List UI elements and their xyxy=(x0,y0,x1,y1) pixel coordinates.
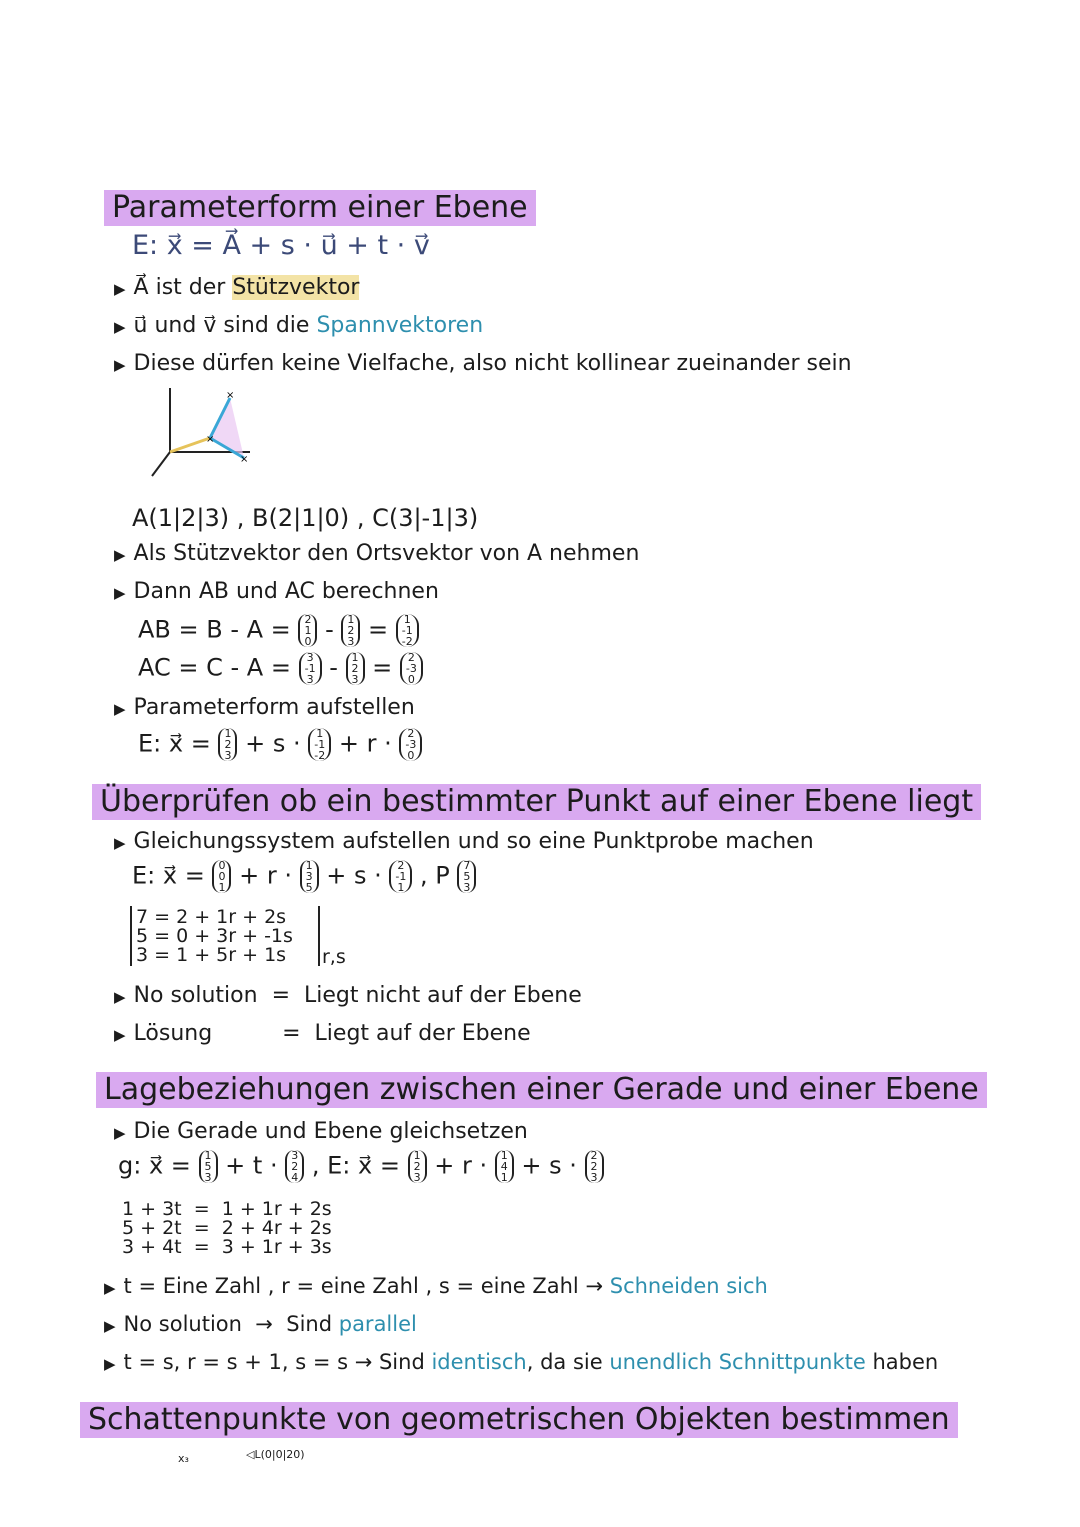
vector: 2 -3 0 xyxy=(399,728,422,761)
heading-schattenpunkte: Schattenpunkte von geometrischen Objekten bestimmen xyxy=(80,1402,958,1438)
bullet-ortsvektor: ▶ Als Stützvektor den Ortsvektor von A nehmen xyxy=(114,541,640,566)
bullet-no-solution: ▶ No solution = Liegt nicht auf der Ebene xyxy=(114,983,582,1008)
parameterform-result: E: x⃗ = 1 2 3 + s · 1 -1 -2 + r · 2 -3 0 xyxy=(138,728,422,761)
heading-punktprobe: Überprüfen ob ein bestimmter Punkt auf einer Ebene liegt xyxy=(92,784,981,820)
bullet-aufstellen: ▶ Parameterform aufstellen xyxy=(114,695,415,720)
svg-text:×: × xyxy=(206,434,215,445)
bullet-icon: ▶ xyxy=(104,1279,116,1297)
vector: 1 4 1 xyxy=(495,1150,514,1183)
vector: 1 5 3 xyxy=(199,1150,218,1183)
spannvektoren-term: Spannvektoren xyxy=(316,313,484,338)
stuetzvektor-term: Stützvektor xyxy=(232,275,360,300)
bullet-icon: ▶ xyxy=(114,700,126,718)
bullet-icon: ▶ xyxy=(114,834,126,852)
vector: 1 2 3 xyxy=(218,728,237,761)
equation-row: 1 + 3t = 1 + 1r + 2s xyxy=(122,1198,332,1220)
vector: 3 2 4 xyxy=(285,1150,304,1183)
vector: 1 3 5 xyxy=(300,860,319,893)
bullet-gleichsetzen: ▶ Die Gerade und Ebene gleichsetzen xyxy=(114,1119,528,1144)
light-source-label: ◁L(0|0|20) xyxy=(246,1448,305,1461)
vector: 2 -3 0 xyxy=(400,652,423,685)
bullet-stuetzvektor: ▶ A⃗ ist der Stützvektor xyxy=(114,275,360,300)
equation-row: 5 = 0 + 3r + -1s xyxy=(136,925,293,947)
bullet-loesung: ▶ Lösung = Liegt auf der Ebene xyxy=(114,1021,531,1046)
punktprobe-equation: E: x⃗ = 0 0 1 + r · 1 3 5 + s · 2 -1 1 , P 7 5 3 xyxy=(132,860,476,893)
axis-label-x3: x₃ xyxy=(178,1452,189,1465)
bullet-icon: ▶ xyxy=(114,1026,126,1044)
vector: 2 -1 1 xyxy=(389,860,412,893)
vector: 2 2 3 xyxy=(585,1150,604,1183)
bullet-icon: ▶ xyxy=(114,356,126,374)
bullet-ab-ac: ▶ Dann AB und AC berechnen xyxy=(114,579,439,604)
bullet-icon: ▶ xyxy=(104,1317,116,1335)
given-points: A(1|2|3) , B(2|1|0) , C(3|-1|3) xyxy=(132,504,479,532)
bullet-icon: ▶ xyxy=(114,318,126,336)
vector: 0 0 1 xyxy=(212,860,231,893)
bullet-icon: ▶ xyxy=(114,988,126,1006)
vector: 3 -1 3 xyxy=(299,652,322,685)
plane-formula: E: x⃗ = A⃗ + s · u⃗ + t · v⃗ xyxy=(132,230,430,261)
bullet-schneiden: ▶ t = Eine Zahl , r = eine Zahl , s = eine Zahl → Schneiden sich xyxy=(104,1274,768,1298)
plane-sketch xyxy=(150,380,260,490)
bullet-icon: ▶ xyxy=(104,1355,116,1373)
bullet-kollinear: ▶ Diese dürfen keine Vielfache, also nicht kollinear zueinander sein xyxy=(114,351,852,376)
equation-row: 5 + 2t = 2 + 4r + 2s xyxy=(122,1217,332,1239)
gerade-ebene-equations: g: x⃗ = 1 5 3 + t · 3 2 4 , E: x⃗ = 1 2 3 + r · 1 4 1 + s · 2 2 3 xyxy=(118,1150,604,1183)
vector: 1 2 3 xyxy=(341,614,360,647)
equation-vars: r,s xyxy=(322,946,346,968)
bullet-spannvektoren: ▶ u⃗ und v⃗ sind die Spannvektoren xyxy=(114,313,484,338)
ac-calculation: AC = C - A = 3 -1 3 - 1 2 3 = 2 -3 0 xyxy=(138,652,423,685)
bullet-icon: ▶ xyxy=(114,546,126,564)
bullet-parallel: ▶ No solution → Sind parallel xyxy=(104,1312,417,1336)
bullet-icon: ▶ xyxy=(114,1124,126,1142)
svg-text:×: × xyxy=(240,454,249,465)
equation-row: 3 = 1 + 5r + 1s xyxy=(136,944,287,966)
heading-lagebeziehungen: Lagebeziehungen zwischen einer Gerade und einer Ebene xyxy=(96,1072,987,1108)
ab-calculation: AB = B - A = 2 1 0 - 1 2 3 = 1 -1 -2 xyxy=(138,614,419,647)
vector: 2 1 0 xyxy=(298,614,317,647)
bullet-identisch: ▶ t = s, r = s + 1, s = s → Sind identisch, da sie unendlich Schnittpunkte haben xyxy=(104,1350,939,1374)
bullet-gleichungssystem: ▶ Gleichungssystem aufstellen und so eine Punktprobe machen xyxy=(114,829,814,854)
equation-row: 7 = 2 + 1r + 2s xyxy=(136,906,287,928)
vector: 1 2 3 xyxy=(346,652,365,685)
light-icon: ◁ xyxy=(246,1448,255,1461)
svg-text:×: × xyxy=(226,390,235,401)
vector: 7 5 3 xyxy=(457,860,476,893)
vector: 1 -1 -2 xyxy=(396,614,419,647)
equation-row: 3 + 4t = 3 + 1r + 3s xyxy=(122,1236,332,1258)
bullet-icon: ▶ xyxy=(114,584,126,602)
vector: 1 -1 -2 xyxy=(308,728,331,761)
vector: 1 2 3 xyxy=(408,1150,427,1183)
bullet-icon: ▶ xyxy=(114,280,126,298)
heading-parameterform: Parameterform einer Ebene xyxy=(104,190,536,226)
